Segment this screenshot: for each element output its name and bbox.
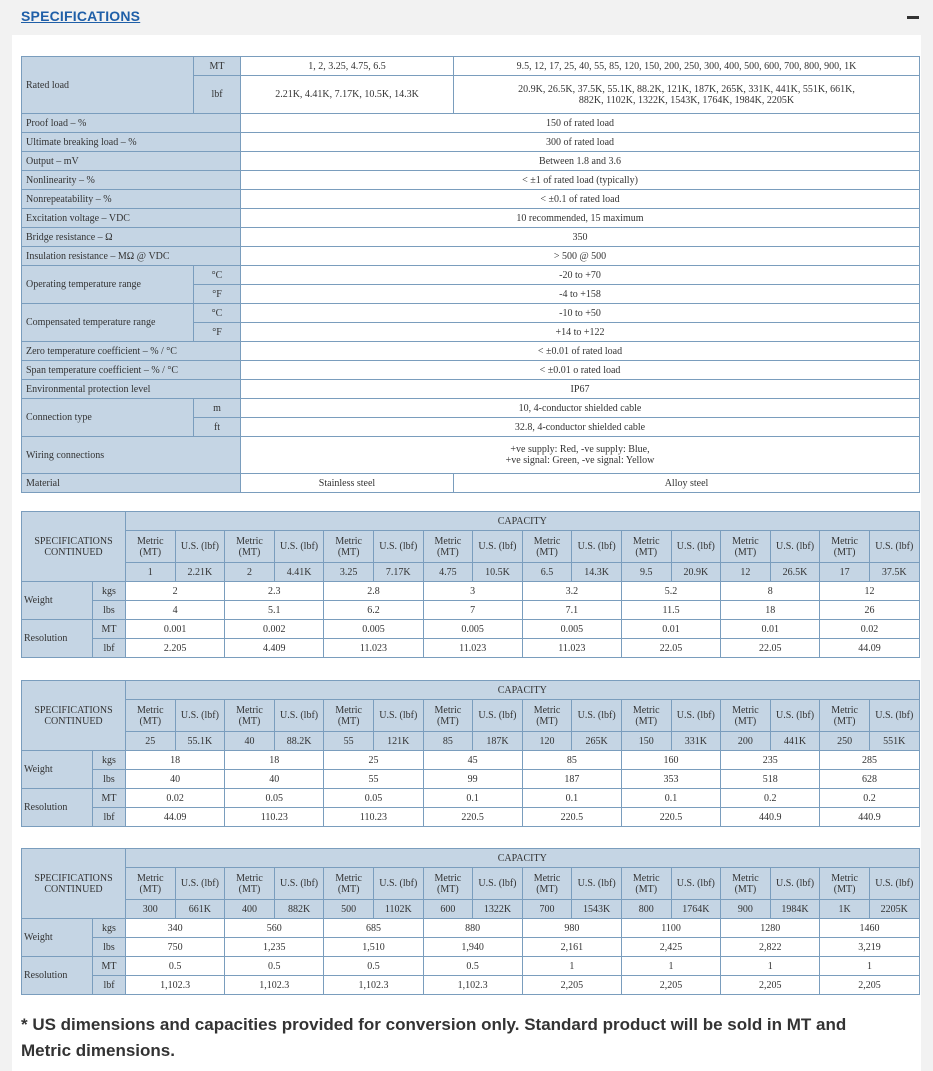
weight-value: 11.5	[621, 601, 720, 620]
spec-row-value: < ±0.01 o rated load	[241, 361, 920, 380]
capacity-us-value: 441K	[770, 732, 820, 751]
metric-header: Metric (MT)	[225, 700, 275, 732]
weight-value: 3,219	[820, 938, 919, 957]
us-header: U.S. (lbf)	[671, 531, 721, 563]
compensated-temp-f-value: +14 to +122	[241, 323, 920, 342]
resolution-value: 0.5	[126, 957, 225, 976]
weight-value: 1,940	[423, 938, 522, 957]
weight-value: 5.2	[621, 582, 720, 601]
material-stainless: Stainless steel	[241, 474, 454, 493]
resolution-value: 110.23	[225, 808, 324, 827]
operating-temp-label: Operating temperature range	[22, 266, 194, 304]
weight-value: 18	[721, 601, 820, 620]
capacity-us-value: 882K	[274, 900, 324, 919]
metric-header: Metric (MT)	[721, 700, 771, 732]
weight-unit: kgs	[93, 751, 126, 770]
resolution-value: 110.23	[324, 808, 423, 827]
resolution-value: 11.023	[423, 639, 522, 658]
resolution-value: 1	[820, 957, 919, 976]
capacity-metric-value: 85	[423, 732, 473, 751]
resolution-value: 0.5	[225, 957, 324, 976]
resolution-value: 220.5	[423, 808, 522, 827]
specifications-header[interactable]	[0, 0, 933, 35]
spec-row-value: < ±0.01 of rated load	[241, 342, 920, 361]
resolution-unit: MT	[93, 620, 126, 639]
resolution-value: 4.409	[225, 639, 324, 658]
us-header: U.S. (lbf)	[274, 700, 324, 732]
capacity-metric-value: 4.75	[423, 563, 473, 582]
capacity-header: CAPACITY	[126, 681, 920, 700]
capacity-metric-value: 1K	[820, 900, 870, 919]
resolution-value: 0.5	[423, 957, 522, 976]
weight-unit: kgs	[93, 582, 126, 601]
weight-value: 1100	[621, 919, 720, 938]
weight-value: 7	[423, 601, 522, 620]
rated-load-mt-col2: 9.5, 12, 17, 25, 40, 55, 85, 120, 150, 200, 250, 300, 400, 500, 600, 700, 800, 900, 1K	[454, 57, 920, 76]
operating-temp-c-unit: °C	[194, 266, 241, 285]
compensated-temp-f-unit: °F	[194, 323, 241, 342]
weight-label: Weight	[22, 582, 93, 620]
connection-ft-unit: ft	[194, 418, 241, 437]
weight-value: 7.1	[522, 601, 621, 620]
us-header: U.S. (lbf)	[473, 700, 523, 732]
resolution-value: 0.5	[324, 957, 423, 976]
metric-header: Metric (MT)	[820, 531, 870, 563]
metric-header: Metric (MT)	[423, 868, 473, 900]
capacity-us-value: 14.3K	[572, 563, 622, 582]
spec-row-value: Between 1.8 and 3.6	[241, 152, 920, 171]
us-header: U.S. (lbf)	[274, 868, 324, 900]
capacity-metric-value: 300	[126, 900, 176, 919]
capacity-us-value: 2205K	[869, 900, 919, 919]
connection-m-unit: m	[194, 399, 241, 418]
connection-m-value: 10, 4-conductor shielded cable	[241, 399, 920, 418]
metric-header: Metric (MT)	[225, 531, 275, 563]
weight-unit: lbs	[93, 770, 126, 789]
weight-value: 4	[126, 601, 225, 620]
weight-value: 235	[721, 751, 820, 770]
resolution-unit: lbf	[93, 639, 126, 658]
weight-value: 3.2	[522, 582, 621, 601]
weight-value: 160	[621, 751, 720, 770]
weight-value: 2,161	[522, 938, 621, 957]
capacity-us-value: 551K	[869, 732, 919, 751]
weight-value: 2	[126, 582, 225, 601]
resolution-value: 0.02	[126, 789, 225, 808]
us-header: U.S. (lbf)	[770, 700, 820, 732]
capacity-metric-value: 17	[820, 563, 870, 582]
resolution-value: 0.005	[324, 620, 423, 639]
us-header: U.S. (lbf)	[869, 700, 919, 732]
us-header: U.S. (lbf)	[770, 868, 820, 900]
resolution-label: Resolution	[22, 957, 93, 995]
us-header: U.S. (lbf)	[175, 700, 225, 732]
resolution-value: 440.9	[721, 808, 820, 827]
resolution-value: 0.2	[721, 789, 820, 808]
capacity-us-value: 2.21K	[175, 563, 225, 582]
resolution-value: 44.09	[126, 808, 225, 827]
right-gutter	[921, 35, 933, 1071]
us-header: U.S. (lbf)	[671, 700, 721, 732]
resolution-value: 1	[721, 957, 820, 976]
rated-load-mt-col1: 1, 2, 3.25, 4.75, 6.5	[241, 57, 454, 76]
spec-row-value: 150 of rated load	[241, 114, 920, 133]
capacity-metric-value: 150	[621, 732, 671, 751]
us-header: U.S. (lbf)	[373, 700, 423, 732]
wiring-line-2: +ve signal: Green, -ve signal: Yellow	[505, 455, 655, 466]
us-header: U.S. (lbf)	[572, 868, 622, 900]
weight-value: 1280	[721, 919, 820, 938]
weight-unit: lbs	[93, 938, 126, 957]
resolution-value: 0.02	[820, 620, 919, 639]
spec-row-value: 10 recommended, 15 maximum	[241, 209, 920, 228]
metric-header: Metric (MT)	[621, 700, 671, 732]
resolution-value: 0.001	[126, 620, 225, 639]
capacity-us-value: 1102K	[373, 900, 423, 919]
capacity-metric-value: 600	[423, 900, 473, 919]
weight-unit: kgs	[93, 919, 126, 938]
resolution-label: Resolution	[22, 620, 93, 658]
weight-value: 880	[423, 919, 522, 938]
capacity-us-value: 1543K	[572, 900, 622, 919]
metric-header: Metric (MT)	[522, 868, 572, 900]
resolution-value: 1,102.3	[324, 976, 423, 995]
capacity-header: CAPACITY	[126, 849, 920, 868]
capacity-us-value: 1322K	[473, 900, 523, 919]
us-header: U.S. (lbf)	[473, 868, 523, 900]
weight-value: 685	[324, 919, 423, 938]
spec-row-value: 350	[241, 228, 920, 247]
metric-header: Metric (MT)	[324, 700, 374, 732]
weight-value: 340	[126, 919, 225, 938]
spec-row-label: Zero temperature coefficient – % / °C	[22, 342, 241, 361]
capacity-us-value: 20.9K	[671, 563, 721, 582]
connection-ft-value: 32.8, 4-conductor shielded cable	[241, 418, 920, 437]
weight-value: 750	[126, 938, 225, 957]
operating-temp-c-value: -20 to +70	[241, 266, 920, 285]
rated-load-lbf-col1: 2.21K, 4.41K, 7.17K, 10.5K, 14.3K	[241, 76, 454, 114]
capacity-us-value: 26.5K	[770, 563, 820, 582]
us-header: U.S. (lbf)	[175, 531, 225, 563]
weight-label: Weight	[22, 919, 93, 957]
corner-label: SPECIFICATIONS CONTINUED	[22, 512, 126, 582]
resolution-value: 220.5	[522, 808, 621, 827]
capacity-table-2	[21, 680, 920, 827]
capacity-metric-value: 40	[225, 732, 275, 751]
metric-header: Metric (MT)	[324, 868, 374, 900]
weight-label: Weight	[22, 751, 93, 789]
metric-header: Metric (MT)	[522, 700, 572, 732]
weight-value: 12	[820, 582, 919, 601]
weight-value: 628	[820, 770, 919, 789]
wiring-connections-value	[241, 437, 920, 474]
capacity-us-value: 265K	[572, 732, 622, 751]
material-alloy: Alloy steel	[454, 474, 920, 493]
spec-row-label: Proof load – %	[22, 114, 241, 133]
capacity-metric-value: 120	[522, 732, 572, 751]
us-header: U.S. (lbf)	[869, 531, 919, 563]
weight-value: 3	[423, 582, 522, 601]
weight-value: 18	[126, 751, 225, 770]
capacity-us-value: 88.2K	[274, 732, 324, 751]
resolution-unit: MT	[93, 957, 126, 976]
resolution-value: 0.1	[522, 789, 621, 808]
weight-value: 2.8	[324, 582, 423, 601]
resolution-label: Resolution	[22, 789, 93, 827]
weight-value: 26	[820, 601, 919, 620]
weight-value: 2.3	[225, 582, 324, 601]
us-header: U.S. (lbf)	[175, 868, 225, 900]
capacity-metric-value: 200	[721, 732, 771, 751]
collapse-icon[interactable]	[907, 16, 919, 19]
metric-header: Metric (MT)	[721, 531, 771, 563]
us-header: U.S. (lbf)	[572, 700, 622, 732]
capacity-us-value: 187K	[473, 732, 523, 751]
metric-header: Metric (MT)	[324, 531, 374, 563]
resolution-value: 0.1	[621, 789, 720, 808]
resolution-unit: lbf	[93, 976, 126, 995]
capacity-metric-value: 3.25	[324, 563, 374, 582]
operating-temp-f-value: -4 to +158	[241, 285, 920, 304]
capacity-us-value: 121K	[373, 732, 423, 751]
weight-value: 40	[225, 770, 324, 789]
metric-header: Metric (MT)	[126, 868, 176, 900]
weight-value: 980	[522, 919, 621, 938]
rated-load-lbf-unit: lbf	[194, 76, 241, 114]
capacity-metric-value: 12	[721, 563, 771, 582]
resolution-value: 0.01	[721, 620, 820, 639]
conversion-footnote: * US dimensions and capacities provided for conversion only. Standard product will be sold in MT and Metric dimensions.	[21, 1015, 847, 1060]
resolution-value: 0.1	[423, 789, 522, 808]
resolution-value: 22.05	[621, 639, 720, 658]
capacity-us-value: 661K	[175, 900, 225, 919]
spec-row-label: Span temperature coefficient – % / °C	[22, 361, 241, 380]
metric-header: Metric (MT)	[423, 700, 473, 732]
metric-header: Metric (MT)	[126, 700, 176, 732]
metric-header: Metric (MT)	[225, 868, 275, 900]
capacity-metric-value: 700	[522, 900, 572, 919]
weight-value: 18	[225, 751, 324, 770]
weight-value: 1460	[820, 919, 919, 938]
spec-row-label: Insulation resistance – MΩ @ VDC	[22, 247, 241, 266]
capacity-metric-value: 25	[126, 732, 176, 751]
material-label: Material	[22, 474, 241, 493]
capacity-header: CAPACITY	[126, 512, 920, 531]
rated-load-mt-unit: MT	[194, 57, 241, 76]
spec-row-value: < ±0.1 of rated load	[241, 190, 920, 209]
weight-value: 55	[324, 770, 423, 789]
resolution-value: 0.2	[820, 789, 919, 808]
resolution-value: 0.05	[324, 789, 423, 808]
resolution-value: 44.09	[820, 639, 919, 658]
weight-value: 45	[423, 751, 522, 770]
us-header: U.S. (lbf)	[671, 868, 721, 900]
resolution-value: 2.205	[126, 639, 225, 658]
capacity-us-value: 55.1K	[175, 732, 225, 751]
us-header: U.S. (lbf)	[373, 868, 423, 900]
weight-value: 8	[721, 582, 820, 601]
capacity-metric-value: 800	[621, 900, 671, 919]
capacity-us-value: 1764K	[671, 900, 721, 919]
resolution-value: 0.05	[225, 789, 324, 808]
resolution-value: 2,205	[721, 976, 820, 995]
capacity-metric-value: 9.5	[621, 563, 671, 582]
operating-temp-f-unit: °F	[194, 285, 241, 304]
spec-row-label: Nonrepeatability – %	[22, 190, 241, 209]
us-header: U.S. (lbf)	[373, 531, 423, 563]
connection-type-label: Connection type	[22, 399, 194, 437]
us-header: U.S. (lbf)	[274, 531, 324, 563]
spec-row-value: 300 of rated load	[241, 133, 920, 152]
weight-value: 25	[324, 751, 423, 770]
resolution-value: 1,102.3	[126, 976, 225, 995]
spec-row-label: Ultimate breaking load – %	[22, 133, 241, 152]
compensated-temp-label: Compensated temperature range	[22, 304, 194, 342]
weight-value: 2,822	[721, 938, 820, 957]
capacity-us-value: 37.5K	[869, 563, 919, 582]
weight-value: 285	[820, 751, 919, 770]
resolution-value: 220.5	[621, 808, 720, 827]
spec-row-label: Excitation voltage – VDC	[22, 209, 241, 228]
metric-header: Metric (MT)	[423, 531, 473, 563]
metric-header: Metric (MT)	[621, 531, 671, 563]
spec-row-label: Bridge resistance – Ω	[22, 228, 241, 247]
resolution-value: 0.002	[225, 620, 324, 639]
resolution-value: 440.9	[820, 808, 919, 827]
capacity-us-value: 331K	[671, 732, 721, 751]
resolution-value: 0.01	[621, 620, 720, 639]
capacity-table-1	[21, 511, 920, 658]
capacity-us-value: 4.41K	[274, 563, 324, 582]
rated-load-label: Rated load	[22, 57, 194, 114]
capacity-metric-value: 2	[225, 563, 275, 582]
capacity-metric-value: 900	[721, 900, 771, 919]
capacity-us-value: 1984K	[770, 900, 820, 919]
weight-value: 5.1	[225, 601, 324, 620]
resolution-value: 1,102.3	[225, 976, 324, 995]
resolution-unit: MT	[93, 789, 126, 808]
weight-unit: lbs	[93, 601, 126, 620]
specifications-title[interactable]: SPECIFICATIONS	[21, 8, 141, 24]
weight-value: 40	[126, 770, 225, 789]
us-header: U.S. (lbf)	[869, 868, 919, 900]
capacity-metric-value: 6.5	[522, 563, 572, 582]
compensated-temp-c-value: -10 to +50	[241, 304, 920, 323]
spec-row-value: IP67	[241, 380, 920, 399]
resolution-value: 22.05	[721, 639, 820, 658]
capacity-metric-value: 250	[820, 732, 870, 751]
resolution-value: 1	[621, 957, 720, 976]
spec-row-value: < ±1 of rated load (typically)	[241, 171, 920, 190]
resolution-value: 0.005	[423, 620, 522, 639]
capacity-metric-value: 1	[126, 563, 176, 582]
capacity-us-value: 7.17K	[373, 563, 423, 582]
resolution-value: 0.005	[522, 620, 621, 639]
weight-value: 518	[721, 770, 820, 789]
resolution-value: 2,205	[820, 976, 919, 995]
capacity-metric-value: 55	[324, 732, 374, 751]
resolution-unit: lbf	[93, 808, 126, 827]
resolution-value: 1	[522, 957, 621, 976]
weight-value: 560	[225, 919, 324, 938]
weight-value: 187	[522, 770, 621, 789]
capacity-us-value: 10.5K	[473, 563, 523, 582]
rated-load-lbf-col2: 20.9K, 26.5K, 37.5K, 55.1K, 88.2K, 121K, 187K, 265K, 331K, 441K, 551K, 661K, 882K, 1102K, 1322K, 1543K, 1764K, 1984K, 2205K	[454, 76, 920, 114]
corner-label: SPECIFICATIONS CONTINUED	[22, 849, 126, 919]
weight-value: 2,425	[621, 938, 720, 957]
metric-header: Metric (MT)	[820, 868, 870, 900]
left-gutter	[0, 35, 12, 1071]
spec-row-label: Output – mV	[22, 152, 241, 171]
compensated-temp-c-unit: °C	[194, 304, 241, 323]
resolution-value: 1,102.3	[423, 976, 522, 995]
metric-header: Metric (MT)	[621, 868, 671, 900]
capacity-metric-value: 400	[225, 900, 275, 919]
spec-row-value: > 500 @ 500	[241, 247, 920, 266]
resolution-value: 11.023	[324, 639, 423, 658]
main-specifications-table	[21, 56, 920, 493]
metric-header: Metric (MT)	[522, 531, 572, 563]
weight-value: 6.2	[324, 601, 423, 620]
wiring-connections-label: Wiring connections	[22, 437, 241, 474]
resolution-value: 2,205	[522, 976, 621, 995]
corner-label: SPECIFICATIONS CONTINUED	[22, 681, 126, 751]
metric-header: Metric (MT)	[820, 700, 870, 732]
wiring-line-1: +ve supply: Red, -ve supply: Blue,	[510, 444, 650, 455]
resolution-value: 11.023	[522, 639, 621, 658]
us-header: U.S. (lbf)	[473, 531, 523, 563]
us-header: U.S. (lbf)	[572, 531, 622, 563]
spec-row-label: Nonlinearity – %	[22, 171, 241, 190]
us-header: U.S. (lbf)	[770, 531, 820, 563]
weight-value: 99	[423, 770, 522, 789]
weight-value: 1,235	[225, 938, 324, 957]
metric-header: Metric (MT)	[721, 868, 771, 900]
resolution-value: 2,205	[621, 976, 720, 995]
weight-value: 353	[621, 770, 720, 789]
capacity-table-3	[21, 848, 920, 995]
metric-header: Metric (MT)	[126, 531, 176, 563]
weight-value: 1,510	[324, 938, 423, 957]
weight-value: 85	[522, 751, 621, 770]
spec-row-label: Environmental protection level	[22, 380, 241, 399]
capacity-metric-value: 500	[324, 900, 374, 919]
